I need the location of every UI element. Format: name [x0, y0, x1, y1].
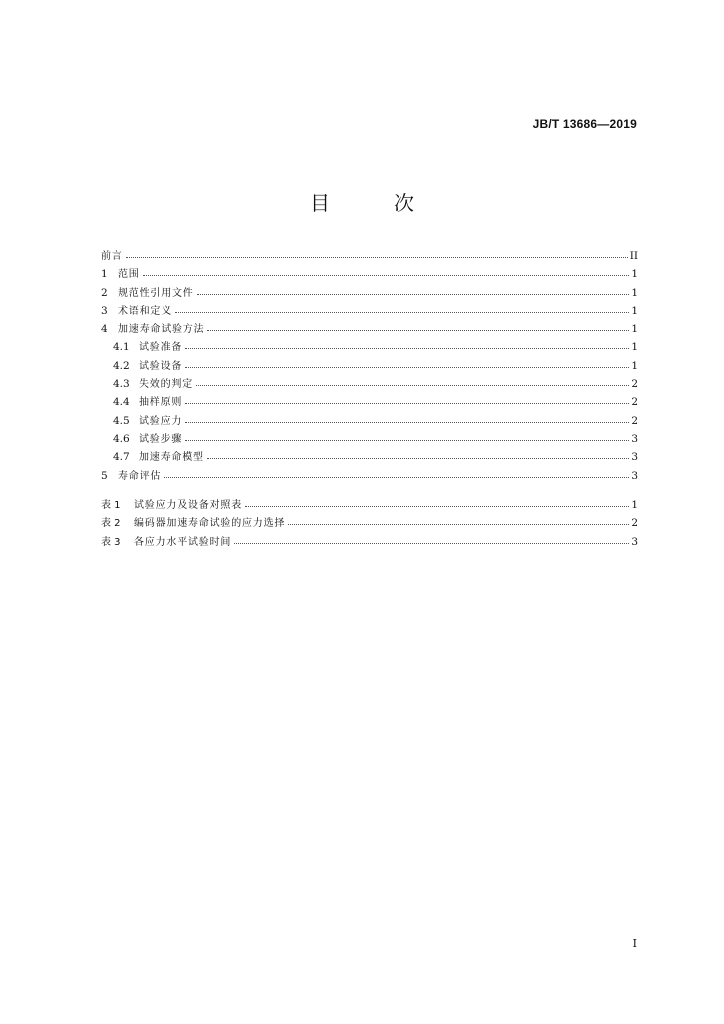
toc-table-entry-number: 表 2: [101, 518, 121, 530]
toc-section-entry[interactable]: [101, 357, 638, 375]
dot-leader: [207, 322, 629, 331]
toc-section-entry-number: 5: [101, 469, 108, 482]
toc-section-entry-page: 1: [631, 304, 638, 317]
dot-leader: [185, 395, 629, 404]
toc-section-entry-number: 4.5: [113, 414, 130, 427]
toc-table-entry-page: 3: [631, 535, 638, 548]
toc-table-entry[interactable]: [101, 514, 638, 532]
toc-section-entry[interactable]: [101, 247, 638, 265]
dot-leader: [245, 498, 629, 507]
toc-section-entry-number: 4.6: [113, 432, 130, 445]
toc-table-entry[interactable]: [101, 533, 638, 551]
toc-section-entry-number: 4.7: [113, 451, 130, 464]
toc-section-entry-label: 试验准备: [139, 342, 183, 354]
toc-section-entry-number: 4: [101, 323, 108, 336]
toc-table-entry-label: 试验应力及设备对照表: [134, 500, 242, 511]
dot-leader: [164, 469, 629, 478]
dot-leader: [185, 340, 629, 349]
toc-section-entry-label: 失效的判定: [139, 379, 193, 391]
toc-section-entry-number: 3: [101, 304, 108, 317]
toc-section-entry-page: 2: [631, 378, 638, 391]
toc-section-entry-number: 4.4: [113, 396, 130, 409]
toc-section-entry-number: 1: [101, 268, 108, 281]
toc-section-entry-label: 寿命评估: [118, 470, 162, 482]
toc-section-entry[interactable]: [101, 265, 638, 283]
toc-section-entry-page: 3: [631, 451, 638, 464]
toc-table-entry-label: 各应力水平试验时间: [134, 536, 232, 548]
toc-table-entry-page: 1: [631, 499, 638, 511]
toc-section-entry[interactable]: [101, 320, 638, 338]
dot-leader: [185, 359, 629, 368]
toc-section-entry-label: 范围: [118, 269, 140, 281]
standard-code: JB/T 13686—2019: [532, 117, 637, 131]
toc-section-entry-label: 前言: [101, 251, 123, 262]
toc-table-list: [101, 496, 638, 551]
toc-section-entry-number: 4.2: [113, 359, 130, 372]
toc-table-entry-label: 编码器加速寿命试验的应力选择: [134, 518, 286, 530]
toc-section-entry-number: 4.1: [113, 341, 130, 354]
page-number: I: [632, 937, 637, 950]
toc-section-entry-page: 3: [631, 432, 638, 445]
toc-section-entry[interactable]: [101, 412, 638, 430]
dot-leader: [143, 267, 630, 276]
toc-section-entry-label: 试验设备: [139, 360, 183, 372]
toc-section-entry[interactable]: [101, 338, 638, 356]
toc-section-entry[interactable]: [101, 284, 638, 302]
toc-section-entry-page: 1: [631, 341, 638, 354]
toc-section-entry-label: 抽样原则: [139, 397, 183, 409]
toc-section-entry[interactable]: [101, 467, 638, 485]
toc-section-entry-page: 1: [631, 359, 638, 372]
dot-leader: [197, 286, 630, 295]
toc-section-entry-number: 4.3: [113, 378, 130, 391]
toc-section-entry[interactable]: [101, 375, 638, 393]
toc-section-entry-page: 3: [631, 469, 638, 482]
dot-leader: [196, 377, 629, 386]
dot-leader: [207, 450, 630, 459]
toc-section-entry-label: 规范性引用文件: [118, 287, 194, 299]
toc-section-entry[interactable]: [101, 430, 638, 448]
toc-section-list: [101, 247, 638, 485]
toc-section-entry-page: 2: [631, 414, 638, 427]
toc-section-entry-page: 1: [631, 323, 638, 336]
toc-section-entry-label: 术语和定义: [118, 305, 172, 317]
toc-section-entry-page: II: [629, 250, 638, 262]
dot-leader: [185, 432, 629, 441]
toc-section-entry[interactable]: [101, 393, 638, 411]
dot-leader: [185, 414, 629, 423]
toc-section-entry-page: 1: [631, 268, 638, 281]
toc-section-entry-page: 1: [631, 286, 638, 299]
toc-table-entry-page: 2: [631, 517, 638, 530]
dot-leader: [234, 535, 629, 544]
toc-section-entry[interactable]: [101, 448, 638, 466]
toc-section-entry[interactable]: [101, 302, 638, 320]
toc-section-entry-number: 2: [101, 286, 108, 299]
toc-table-entry-number: 表 1: [101, 500, 121, 511]
dot-leader: [175, 304, 629, 313]
dot-leader: [288, 516, 629, 525]
toc-table-entry[interactable]: [101, 496, 638, 514]
toc-section-entry-page: 2: [631, 396, 638, 409]
toc-section-entry-label: 试验步骤: [139, 433, 183, 445]
dot-leader: [126, 249, 628, 258]
toc-section-entry-label: 加速寿命试验方法: [118, 324, 205, 336]
toc-title: 目 次: [310, 191, 436, 215]
toc-section-entry-label: 试验应力: [139, 415, 183, 427]
toc-section-entry-label: 加速寿命模型: [139, 452, 204, 464]
toc-table-entry-number: 表 3: [101, 536, 121, 548]
